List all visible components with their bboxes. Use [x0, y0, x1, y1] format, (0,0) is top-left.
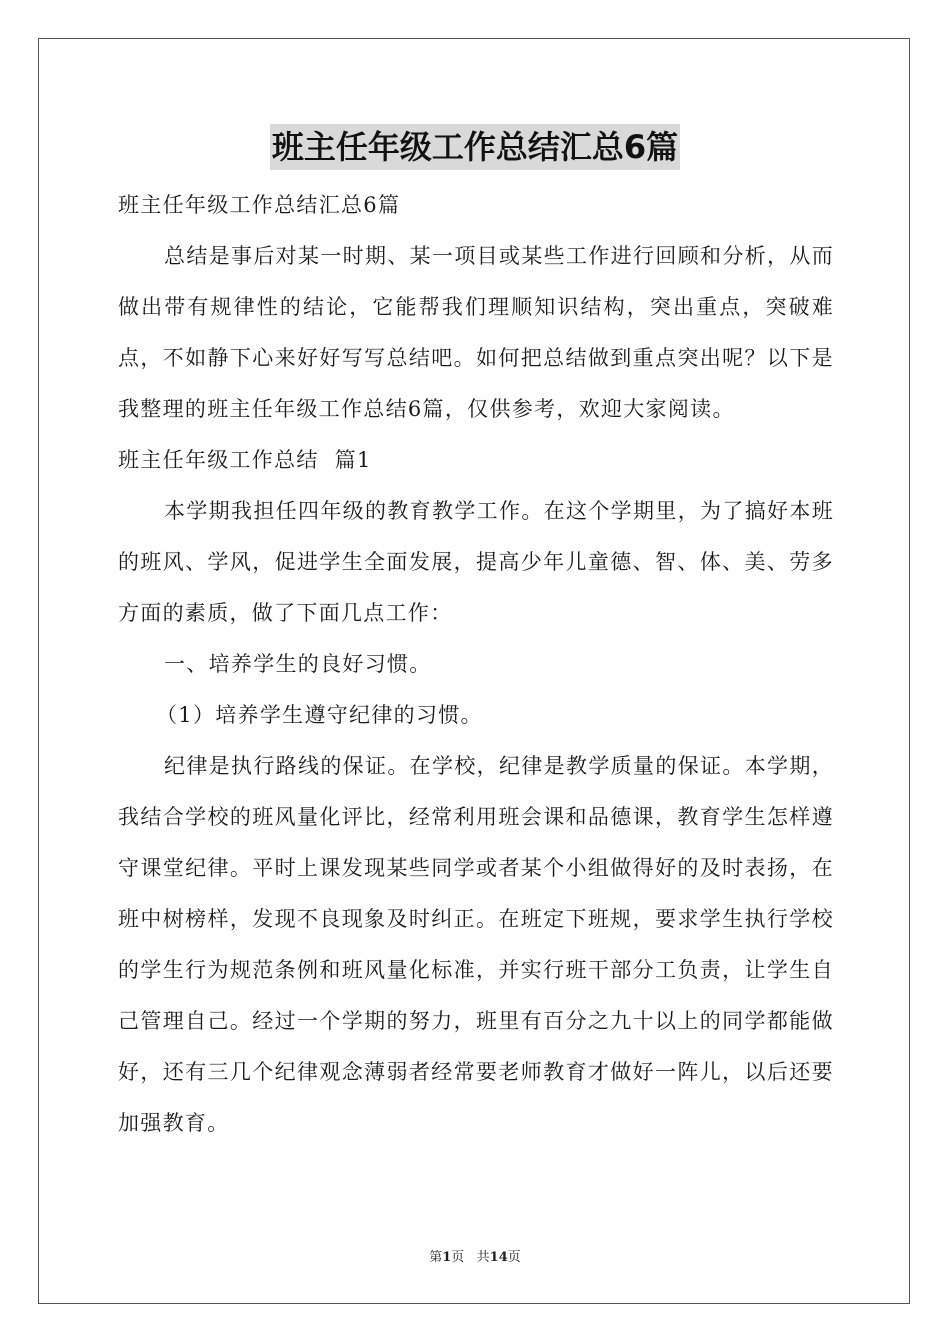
point-heading: 一、培养学生的良好习惯。 — [164, 652, 432, 676]
body-paragraph: 纪律是执行路线的保证。在学校，纪律是教学质量的保证。本学期，我结合学校的班风量化评比，经常利用班会课和品德课，教育学生怎样遵守课堂纪律。平时上课发现某些同学或者某个小组做得好的及时表扬，在班中树榜样，发现不良现象及时纠正。在班定下班规，要求学生执行学校的学生行为规范条例和班风量化标准，并实行班干部分工负责，让学生自己管理自己。经过一个学期的努力，班里有百分之九十以上的同学都能做好，还有三几个纪律观念薄弱者经常要老师教育才做好一阵儿，以后还要加强教育。 — [118, 754, 834, 1135]
section-heading: 班主任年级工作总结 篇1 — [118, 448, 372, 472]
footer-middle: 页 共 — [451, 1250, 490, 1265]
sub-point-heading: （1）培养学生遵守纪律的习惯。 — [156, 703, 483, 727]
footer-total-pages: 14 — [489, 1250, 508, 1265]
document-title: 班主任年级工作总结汇总6篇 — [270, 124, 680, 170]
intro-paragraph: 总结是事后对某一时期、某一项目或某些工作进行回顾和分析，从而做出带有规律性的结论，它能帮我们理顺知识结构，突出重点，突破难点，不如静下心来好好写写总结吧。如何把总结做到重点突出呢？以下是我整理的班主任年级工作总结6篇，仅供参考，欢迎大家阅读。 — [118, 244, 834, 421]
title-container — [0, 124, 950, 170]
page-footer — [0, 1246, 950, 1265]
footer-suffix: 页 — [507, 1250, 521, 1265]
subtitle-line: 班主任年级工作总结汇总6篇 — [118, 193, 401, 217]
document-body — [118, 180, 834, 1149]
footer-prefix: 第 — [429, 1250, 443, 1265]
footer-current-page: 1 — [442, 1250, 452, 1265]
section-intro-paragraph: 本学期我担任四年级的教育教学工作。在这个学期里，为了搞好本班的班风、学风，促进学生全面发展，提高少年儿童德、智、体、美、劳多方面的素质，做了下面几点工作： — [118, 499, 834, 625]
